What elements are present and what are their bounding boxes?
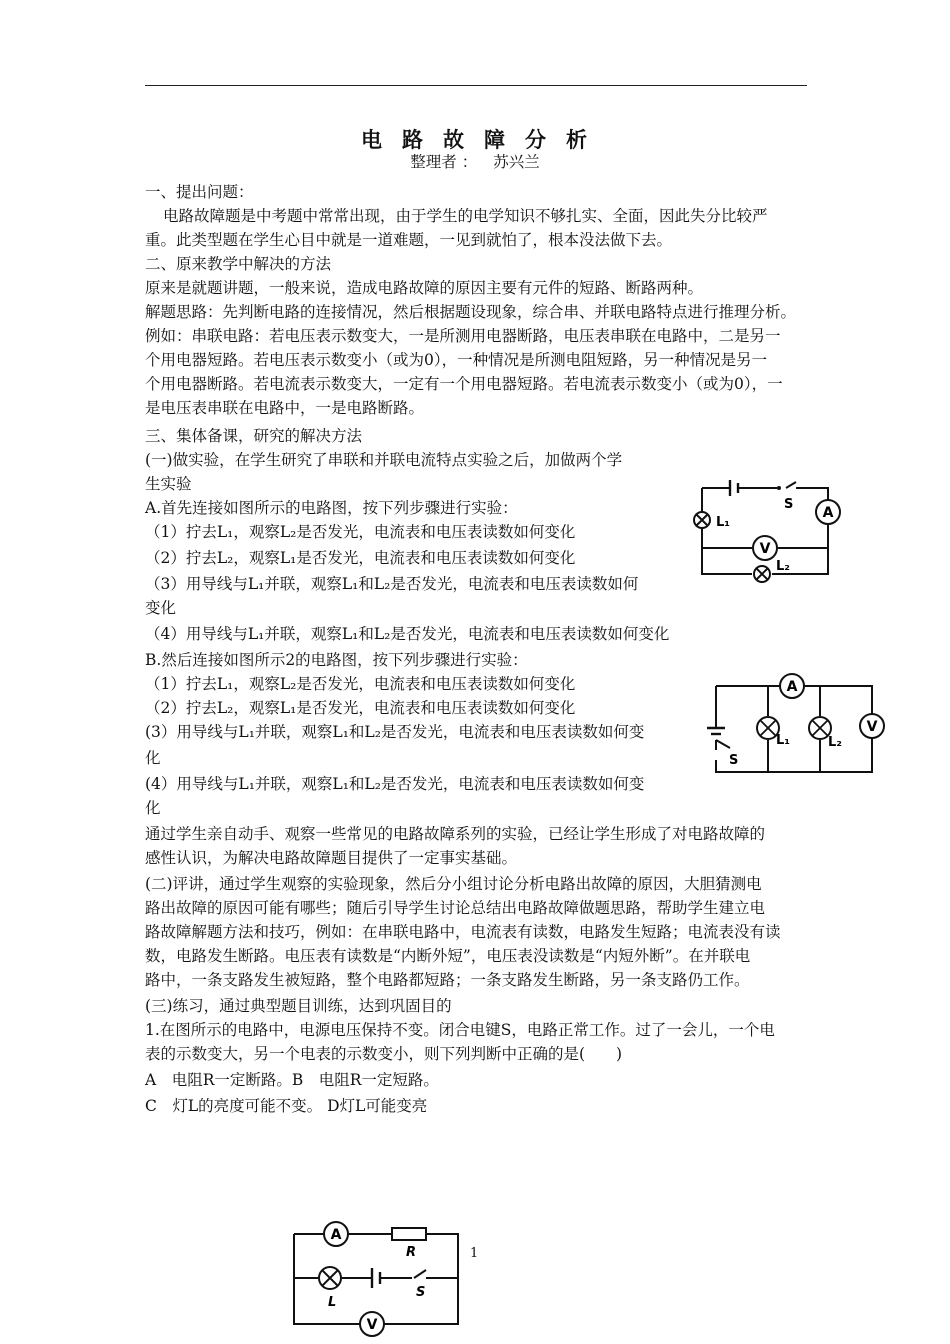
text-line: (一)做实验，在学生研究了串联和并联电流特点实验之后，加做两个学 xyxy=(145,451,623,469)
text-line: （1）拧去L₁，观察L₂是否发光，电流表和电压表读数如何变化 xyxy=(145,675,576,693)
text-line: 数，电路发生断路。电压表有读数是“内断外短”，电压表没读数是“内短外断”。在并联电 xyxy=(145,947,751,965)
text-line: （2）拧去L₂，观察L₁是否发光，电流表和电压表读数如何变化 xyxy=(145,549,576,567)
lamp-icon xyxy=(319,1267,341,1289)
text-line: A.首先连接如图所示的电路图，按下列步骤进行实验： xyxy=(145,499,518,517)
text-line: 1.在图所示的电路中，电源电压保持不变。闭合电键S，电路正常工作。过了一会儿，一个电 xyxy=(145,1021,775,1039)
text-line: 通过学生亲自动手、观察一些常见的电路故障系列的实验，已经让学生形成了对电路故障的 xyxy=(145,825,766,843)
lamp-icon xyxy=(754,566,770,582)
text-line: （2）拧去L₂，观察L₁是否发光，电流表和电压表读数如何变化 xyxy=(145,699,576,717)
switch-label: S xyxy=(729,753,739,768)
text-line: 电路故障题是中考题中常常出现，由于学生的电学知识不够扎实、全面，因此失分比较严 xyxy=(163,207,768,225)
lamp1-label: L₁ xyxy=(776,733,790,748)
voltmeter-label: V xyxy=(866,719,878,735)
voltmeter-label: V xyxy=(759,541,771,557)
text-line: 感性认识，为解决电路故障题目提供了一定事实基础。 xyxy=(145,849,518,867)
author-label: 整理者 ： xyxy=(410,153,478,171)
text-line: 变化 xyxy=(145,599,177,617)
voltmeter-label: V xyxy=(366,1317,378,1333)
lamp2-label: L₂ xyxy=(776,559,790,574)
text-line: 三、集体备课，研究的解决方法 xyxy=(145,427,363,445)
circuit-diagram-3 xyxy=(288,1218,468,1344)
text-line: C 灯L的亮度可能不变。 D灯L可能变亮 xyxy=(145,1097,428,1115)
circuit-diagram-2 xyxy=(700,672,895,784)
text-line: B.然后连接如图所示2的电路图，按下列步骤进行实验： xyxy=(145,651,528,669)
text-line: A 电阻R一定断路。B 电阻R一定短路。 xyxy=(145,1071,439,1089)
text-line: 表的示数变大，另一个电表的示数变小，则下列判断中正确的是( ) xyxy=(145,1045,623,1063)
ammeter-label: A xyxy=(822,505,834,521)
text-line: 重。此类型题在学生心目中就是一道难题，一见到就怕了，根本没法做下去。 xyxy=(145,231,673,249)
text-line: (二)评讲，通过学生观察的实验现象，然后分小组讨论分析电路出故障的原因，大胆猜测电 xyxy=(145,875,762,893)
lamp-icon xyxy=(694,512,710,528)
text-line: 是电压表串联在电路中，一是电路断路。 xyxy=(145,399,425,417)
doc-author xyxy=(0,150,950,172)
text-line: 例如：串联电路：若电压表示数变大，一是所测用电器断路，电压表串联在电路中，二是另一 xyxy=(145,327,781,345)
lamp2-label: L₂ xyxy=(828,735,842,750)
text-line: 化 xyxy=(145,799,161,817)
lamp1-label: L₁ xyxy=(716,515,730,530)
page-number: 1 xyxy=(470,1246,479,1261)
author-name: 苏兴兰 xyxy=(493,153,540,171)
resistor-label: R xyxy=(406,1245,417,1260)
doc-title: 电路故障分析 xyxy=(361,127,607,152)
text-line: （1）拧去L₁，观察L₂是否发光，电流表和电压表读数如何变化 xyxy=(145,523,576,541)
lamp-label: L xyxy=(328,1295,337,1310)
text-line: 二、原来教学中解决的方法 xyxy=(145,255,332,273)
text-line: 个用电器短路。若电压表示数变小（或为0），一种情况是所测电阻短路，另一种情况是另一 xyxy=(145,351,768,369)
switch-label: S xyxy=(784,497,794,512)
text-line: 个用电器断路。若电流表示数变大，一定有一个用电器短路。若电流表示数变小（或为0），一 xyxy=(145,375,783,393)
text-line: (4）用导线与L₁并联，观察L₁和L₂是否发光，电流表和电压表读数如何变 xyxy=(145,775,645,793)
text-line: (三)练习，通过典型题目训练，达到巩固目的 xyxy=(145,997,452,1015)
text-line: （4）用导线与L₁并联，观察L₁和L₂是否发光，电流表和电压表读数如何变化 xyxy=(145,625,670,643)
text-line: 原来是就题讲题，一般来说，造成电路故障的原因主要有元件的短路、断路两种。 xyxy=(145,279,704,297)
text-line: (3）用导线与L₁并联，观察L₁和L₂是否发光，电流表和电压表读数如何变 xyxy=(145,723,645,741)
text-line: 路故障解题方法和技巧，例如：在串联电路中，电流表有读数，电路发生短路；电流表没有读 xyxy=(145,923,781,941)
text-line: 路出故障的原因可能有哪些；随后引导学生讨论总结出电路故障做题思路，帮助学生建立电 xyxy=(145,899,766,917)
text-line: 路中，一条支路发生被短路，整个电路都短路；一条支路发生断路，另一条支路仍工作。 xyxy=(145,971,750,989)
text-line: 化 xyxy=(145,749,161,767)
ammeter-label: A xyxy=(786,679,798,695)
switch-label: S xyxy=(416,1285,426,1300)
circuit-diagram-1 xyxy=(690,470,850,585)
text-line: 一、提出问题： xyxy=(145,183,254,201)
text-line: 解题思路：先判断电路的连接情况，然后根据题设现象，综合串、并联电路特点进行推理分析。 xyxy=(145,303,797,321)
ammeter-label: A xyxy=(330,1227,342,1243)
text-line: 生实验 xyxy=(145,475,192,493)
header-rule xyxy=(145,85,807,86)
text-line: （3）用导线与L₁并联，观察L₁和L₂是否发光，电流表和电压表读数如何 xyxy=(145,575,639,593)
